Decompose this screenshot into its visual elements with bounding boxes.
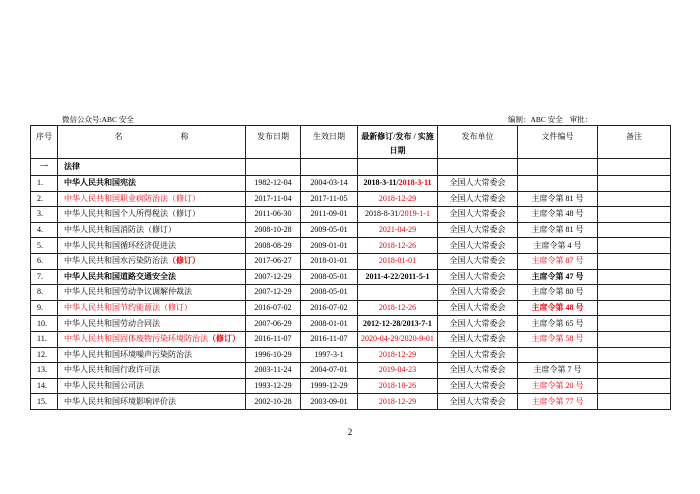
row-number-cell: 14. [31,378,58,394]
law-register-table [30,125,671,410]
row-number-cell: 10. [31,316,58,332]
section-empty-cell [518,159,598,176]
publish-date-cell: 2017-06-27 [246,253,301,269]
section-empty-cell [598,159,671,176]
revision-date-cell [358,316,438,332]
section-empty-cell [358,159,438,176]
col-header-published: 发布日期 [246,126,301,159]
text-segment: 2018-12-29 [378,193,417,203]
document-number-cell: 主席令第 81 号 [518,222,598,238]
text-segment: 2011-4-22/2011-5-1 [365,271,430,281]
table-row [31,207,671,223]
issuing-authority-cell: 全国人大常委会 [438,363,518,379]
revision-date-cell [358,191,438,207]
publish-date-cell: 2017-11-04 [246,191,301,207]
col-header-revised-line1: 最新修订/发布 / 实施 [361,132,434,141]
issuing-authority-cell: 全国人大常委会 [438,222,518,238]
col-header-revised [358,126,438,159]
compiled-approved-label [508,115,592,124]
revision-date-cell [358,207,438,223]
row-number-cell: 12. [31,347,58,363]
issuing-authority-cell: 全国人大常委会 [438,269,518,285]
effective-date-cell: 2003-09-01 [301,394,358,410]
text-segment: （修订） [208,334,240,344]
document-number-cell: 主席令第 81 号 [518,191,598,207]
text-segment: 2018-3-11/ [363,178,399,188]
effective-date-cell: 2004-07-01 [301,363,358,379]
issuing-authority-cell: 全国人大常委会 [438,347,518,363]
table-row [31,378,671,394]
text-segment: 2018-12-26 [378,240,417,250]
row-number-cell: 9. [31,300,58,316]
document-number-cell [518,378,598,394]
issuing-authority-cell: 全国人大常委会 [438,191,518,207]
table-row [31,222,671,238]
remark-cell [598,269,671,285]
effective-date-cell: 2018-01-01 [301,253,358,269]
publish-date-cell: 2007-12-29 [246,285,301,301]
document-number-cell [518,253,598,269]
document-number-cell: 主席令第 80 号 [518,285,598,301]
row-number-cell: 8. [31,285,58,301]
publish-date-cell: 2016-11-07 [246,331,301,347]
law-name-cell: 中华人民共和国劳动争议调解仲裁法 [58,285,246,301]
section-row [31,159,671,176]
text-segment: 2018-3-11 [398,178,432,188]
table-row [31,269,671,285]
col-header-remark: 备注 [598,126,671,159]
publish-date-cell: 2008-08-29 [246,238,301,254]
document-number-cell: 主席令第 48 号 [518,207,598,223]
effective-date-cell: 2016-07-02 [301,300,358,316]
table-row [31,316,671,332]
remark-cell [598,363,671,379]
text-segment: 2018-10-26 [378,381,417,391]
effective-date-cell: 2011-09-01 [301,207,358,223]
publish-date-cell: 2003-11-24 [246,363,301,379]
table-row [31,238,671,254]
document-number-cell: 主席令第 4 号 [518,238,598,254]
revision-date-cell [358,176,438,192]
law-name-cell: 中华人民共和国劳动合同法 [58,316,246,332]
revision-date-cell [358,285,438,301]
law-name-cell: 中华人民共和国消防法（修订） [58,222,246,238]
text-segment: （修订） [168,256,200,266]
remark-cell [598,300,671,316]
effective-date-cell: 2017-11-05 [301,191,358,207]
revision-date-cell [358,347,438,363]
law-name-cell [58,300,246,316]
row-number-cell: 3. [31,207,58,223]
effective-date-cell: 2016-11-07 [301,331,358,347]
revision-date-cell [358,331,438,347]
table-row [31,347,671,363]
effective-date-cell: 2009-05-01 [301,222,358,238]
text-segment: 2019-04-23 [378,365,417,375]
text-segment: 中华人民共和国宪法 [64,178,136,188]
remark-cell [598,378,671,394]
text-segment: 2018-8-31/ [365,209,401,219]
table-header [31,126,671,159]
remark-cell [598,347,671,363]
publish-date-cell: 2011-06-30 [246,207,301,223]
publish-date-cell: 2016-07-02 [246,300,301,316]
law-name-cell [58,331,246,347]
approved-by-label: 审批： [569,115,593,124]
publish-date-cell: 2002-10-28 [246,394,301,410]
effective-date-cell: 2008-05-01 [301,269,358,285]
row-number-cell: 7. [31,269,58,285]
document-number-cell [518,394,598,410]
row-number-cell: 13. [31,363,58,379]
col-header-issuer: 发布单位 [438,126,518,159]
col-header-number: 序号 [31,126,58,159]
row-number-cell: 11. [31,331,58,347]
law-name-cell [58,191,246,207]
col-header-effective: 生效日期 [301,126,358,159]
law-name-cell [58,253,246,269]
document-number-cell [518,269,598,285]
issuing-authority-cell: 全国人大常委会 [438,238,518,254]
publish-date-cell: 2007-06-29 [246,316,301,332]
wechat-account-label: 微信公众号:ABC 安全 [62,115,134,124]
revision-date-cell [358,363,438,379]
text-segment: 主席令第 58 号 [531,334,584,344]
text-segment: 中华人民共和国节约能源法（修订） [64,303,192,313]
text-segment: 主席令第 87 号 [531,256,584,266]
effective-date-cell: 2008-05-01 [301,285,358,301]
text-segment: 2018-01-01 [378,256,417,266]
remark-cell [598,253,671,269]
text-segment: 2019-1-1 [400,209,430,219]
text-segment: 主席令第 48 号 [531,303,584,313]
issuing-authority-cell: 全国人大常委会 [438,394,518,410]
document-number-cell: 主席令第 65 号 [518,316,598,332]
law-name-cell [58,176,246,192]
section-empty-cell [246,159,301,176]
section-title: 法律 [58,159,246,176]
text-segment: 2021-04-29 [378,225,417,235]
text-segment: 主席令第 20 号 [531,381,584,391]
document-number-cell [518,347,598,363]
revision-date-cell [358,394,438,410]
law-name-cell: 中华人民共和国环境影响评价法 [58,394,246,410]
remark-cell [598,316,671,332]
text-segment: 2018-12-29 [378,349,417,359]
revision-date-cell [358,269,438,285]
text-segment: 2020-04-29/2020-9-01 [361,334,434,344]
row-number-cell: 4. [31,222,58,238]
col-header-name: 名 称 [58,126,246,159]
section-empty-cell [301,159,358,176]
document-number-cell [518,300,598,316]
table-row [31,394,671,410]
remark-cell [598,207,671,223]
col-header-revised-line2: 日期 [389,146,406,155]
remark-cell [598,331,671,347]
law-table-body [31,159,671,410]
row-number-cell: 6. [31,253,58,269]
compiled-by-label: 编制：ABC 安全 [508,115,563,124]
effective-date-cell: 1997-3-1 [301,347,358,363]
header-row [31,126,671,159]
table-row [31,253,671,269]
law-name-cell: 中华人民共和国环境噪声污染防治法 [58,347,246,363]
text-segment: 中华人民共和国职业病防治法（修订） [64,193,200,203]
remark-cell [598,191,671,207]
remark-cell [598,176,671,192]
text-segment: 中华人民共和国道路交通安全法 [64,271,176,281]
revision-date-cell [358,253,438,269]
table-row [31,331,671,347]
text-segment: 中华人民共和国水污染防治法 [64,256,168,266]
remark-cell [598,394,671,410]
effective-date-cell: 1999-12-29 [301,378,358,394]
text-segment: 2018-12-29 [378,396,417,406]
issuing-authority-cell: 全国人大常委会 [438,207,518,223]
section-empty-cell [438,159,518,176]
publish-date-cell: 2007-12-29 [246,269,301,285]
table-row [31,176,671,192]
issuing-authority-cell: 全国人大常委会 [438,378,518,394]
revision-date-cell [358,300,438,316]
law-name-cell: 中华人民共和国个人所得税法（修订） [58,207,246,223]
remark-cell [598,238,671,254]
law-name-cell: 中华人民共和国公司法 [58,378,246,394]
remark-cell [598,285,671,301]
page-number: 2 [347,427,353,437]
text-segment: 中华人民共和国固体废物污染环境防治法 [64,334,208,344]
publish-date-cell: 2008-10-28 [246,222,301,238]
row-number-cell: 15. [31,394,58,410]
table-row [31,285,671,301]
remark-cell [598,222,671,238]
issuing-authority-cell: 全国人大常委会 [438,331,518,347]
revision-date-cell [358,378,438,394]
row-number-cell: 5. [31,238,58,254]
issuing-authority-cell: 全国人大常委会 [438,285,518,301]
issuing-authority-cell: 全国人大常委会 [438,300,518,316]
issuing-authority-cell: 全国人大常委会 [438,253,518,269]
law-name-cell [58,269,246,285]
row-number-cell: 2. [31,191,58,207]
publish-date-cell: 1996-10-29 [246,347,301,363]
document-number-cell [518,331,598,347]
table-row [31,363,671,379]
text-segment: 主席令第 47 号 [531,271,584,281]
publish-date-cell: 1993-12-29 [246,378,301,394]
document-number-cell: 主席令第 7 号 [518,363,598,379]
issuing-authority-cell: 全国人大常委会 [438,176,518,192]
text-segment: 主席令第 77 号 [531,396,584,406]
law-name-cell: 中华人民共和国行政许可法 [58,363,246,379]
table-row [31,191,671,207]
table-row [31,300,671,316]
row-number-cell: 1. [31,176,58,192]
issuing-authority-cell: 全国人大常委会 [438,316,518,332]
document-number-cell [518,176,598,192]
effective-date-cell: 2004-03-14 [301,176,358,192]
text-segment: 2018-12-26 [378,303,417,313]
revision-date-cell [358,222,438,238]
text-segment: 2012-12-28/2013-7-1 [363,318,432,328]
effective-date-cell: 2009-01-01 [301,238,358,254]
revision-date-cell [358,238,438,254]
law-name-cell: 中华人民共和国循环经济促进法 [58,238,246,254]
effective-date-cell: 2008-01-01 [301,316,358,332]
col-header-document-number: 文件编号 [518,126,598,159]
publish-date-cell: 1982-12-04 [246,176,301,192]
section-number: 一 [31,159,58,176]
